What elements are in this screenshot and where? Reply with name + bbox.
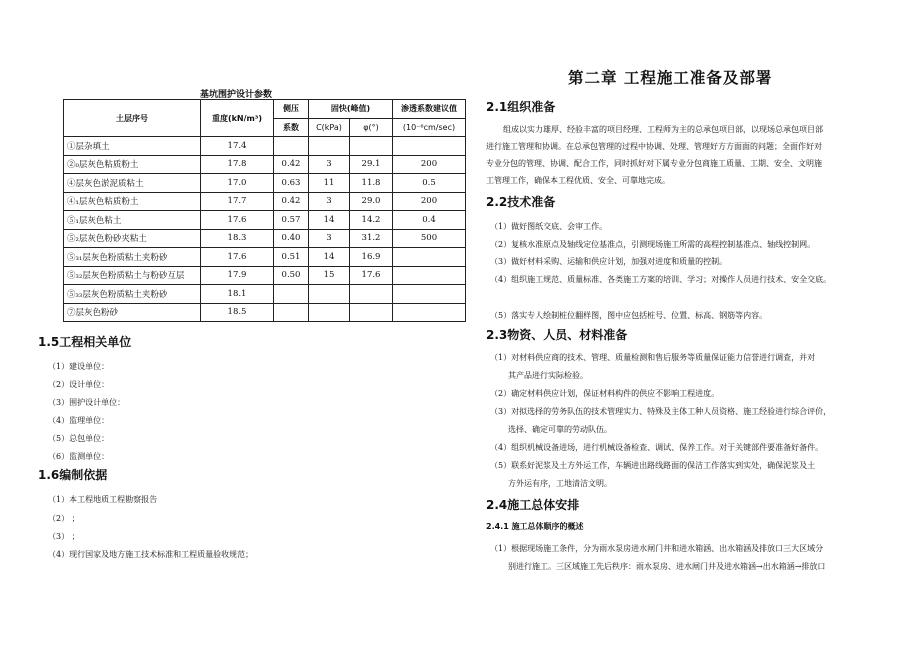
table-cell-w: 18.5 — [201, 303, 274, 322]
header-pressure-top: 侧压 — [274, 100, 309, 119]
table-cell-c: 15 — [309, 266, 350, 285]
section-1-6-title: 1.6编制依据 — [38, 468, 108, 482]
header-shear: 固快(峰值) — [309, 100, 393, 119]
table-cell-p: 29.1 — [350, 155, 393, 174]
table-row — [64, 211, 466, 230]
table-cell-p: 31.2 — [350, 229, 393, 248]
section-2-3-title: 2.3物资、人员、材料准备 — [486, 328, 628, 342]
table-cell-k: 0.63 — [274, 174, 309, 193]
table-cell-c: 11 — [309, 174, 350, 193]
table-cell-c — [309, 303, 350, 322]
table-cell-name: ④₁层灰色粘质粉土 — [64, 192, 201, 211]
table-cell-k — [274, 285, 309, 304]
table-header-row — [64, 100, 466, 119]
table-row — [64, 285, 466, 304]
table-cell-c: 3 — [309, 192, 350, 211]
table-cell-c: 14 — [309, 248, 350, 267]
header-weight: 重度(kN/m³) — [201, 100, 274, 137]
table-cell-s — [393, 248, 466, 267]
table-row — [64, 248, 466, 267]
soil-parameter-table — [63, 99, 466, 322]
table-cell-w: 17.8 — [201, 155, 274, 174]
list-item: （1）对材料供应商的技术、管理、质量检测和售后服务等质量保证能力信誉进行调查，并对 — [490, 353, 816, 362]
list-item: （1）做好图纸交底、会审工作。 — [490, 222, 608, 231]
table-cell-c: 3 — [309, 229, 350, 248]
table-cell-name: ④层灰色淤泥质粘土 — [64, 174, 201, 193]
table-cell-p — [350, 137, 393, 156]
list-item: （2） ； — [48, 514, 80, 523]
table-cell-c — [309, 285, 350, 304]
table-cell-s — [393, 137, 466, 156]
header-c: C(kPa) — [309, 118, 350, 137]
table-cell-w: 18.3 — [201, 229, 274, 248]
table-row — [64, 174, 466, 193]
list-item: （4）组织机械设备进场，进行机械设备检查、调试、保养工作。对于关键部件要准备好备件。 — [490, 443, 824, 452]
list-item: （1）本工程地质工程勘察报告 — [48, 495, 158, 504]
table-row — [64, 155, 466, 174]
list-item: 选择、确定可靠的劳动队伍。 — [508, 425, 612, 434]
table-cell-p: 11.8 — [350, 174, 393, 193]
list-item: （3）做好材料采购、运输和供应计划，加强对进度和质量的控制。 — [490, 257, 728, 266]
table-row — [64, 192, 466, 211]
list-item: （5）落实专人绘制桩位翻样图，图中应包括桩号、位置、标高、钢筋等内容。 — [490, 311, 768, 320]
list-item: 别进行施工。三区域施工先后秩序：雨水泵房、进水闸门井及进水箱涵→出水箱涵→排放口 — [508, 562, 826, 571]
list-item: （2）复核水准原点及轴线定位基准点，引测现场施工所需的高程控制基准点、轴线控制网。 — [490, 240, 816, 249]
header-perm: 渗透系数建议值 — [393, 100, 466, 119]
header-perm-unit: (10⁻⁶cm/sec) — [393, 118, 466, 137]
table-cell-k — [274, 137, 309, 156]
list-item: （4）现行国家及地方施工技术标准和工程质量验收规范； — [48, 550, 254, 559]
list-item: 工管理工作，确保本工程优质、安全、可靠地完成。 — [486, 176, 670, 185]
list-item: （3） ； — [48, 532, 80, 541]
table-cell-k: 0.57 — [274, 211, 309, 230]
list-item: （6）监测单位： — [48, 452, 110, 461]
table-cell-w: 17.6 — [201, 211, 274, 230]
list-item: 方外运有序，工地清洁文明。 — [508, 479, 612, 488]
table-cell-w: 17.7 — [201, 192, 274, 211]
table-cell-p: 14.2 — [350, 211, 393, 230]
table-cell-name: ②₀层灰色粘质粉土 — [64, 155, 201, 174]
table-row — [64, 137, 466, 156]
table-cell-s — [393, 266, 466, 285]
list-item: 进行施工管理和协调。在总承包管理的过程中协调、处理、管理好方方面面的问题；全面作好对 — [486, 142, 822, 151]
table-cell-p: 29.0 — [350, 192, 393, 211]
table-row — [64, 303, 466, 322]
chapter-title: 第二章 工程施工准备及部署 — [568, 69, 773, 87]
table-cell-w: 17.6 — [201, 248, 274, 267]
table-cell-p: 17.6 — [350, 266, 393, 285]
list-item: 专业分包的管理、协调、配合工作，同时抓好对下属专业分包商施工质量、工期、安全、文明施 — [486, 159, 822, 168]
header-phi: φ(°) — [350, 118, 393, 137]
table-cell-s: 200 — [393, 155, 466, 174]
table-cell-s: 0.5 — [393, 174, 466, 193]
table-cell-s: 0.4 — [393, 211, 466, 230]
table-cell-name: ①层杂填土 — [64, 137, 201, 156]
list-item: （3）对拟选择的劳务队伍的技术管理实力、特殊及主体工种人员资格、施工经验进行综合评价， — [490, 407, 832, 416]
table-cell-k: 0.51 — [274, 248, 309, 267]
header-layer: 土层序号 — [64, 100, 201, 137]
table-cell-s: 500 — [393, 229, 466, 248]
table-cell-p — [350, 285, 393, 304]
list-item: （3）围护设计单位： — [48, 398, 126, 407]
list-item: （1）根据现场施工条件，分为雨水泵房进水闸门井和进水箱涵、出水箱涵及排放口三大区域分 — [490, 544, 824, 553]
table-cell-c: 3 — [309, 155, 350, 174]
table-cell-w: 17.9 — [201, 266, 274, 285]
section-2-4-1-title: 2.4.1 施工总体顺序的概述 — [486, 522, 584, 531]
table-cell-w: 18.1 — [201, 285, 274, 304]
table-cell-p: 16.9 — [350, 248, 393, 267]
table-cell-name: ⑤₃₂层灰色粉质粘土与粉砂互层 — [64, 266, 201, 285]
list-item: （4）组织施工规范、质量标准、各类施工方案的培训、学习；对操作人员进行技术、安全交底。 — [490, 275, 832, 284]
list-item: （5）总包单位： — [48, 434, 110, 443]
section-1-5-title: 1.5工程相关单位 — [38, 335, 132, 349]
list-item: （2）确定材料供应计划，保证材料构件的供应不影响工程进度。 — [490, 389, 720, 398]
list-item: （2）设计单位： — [48, 380, 110, 389]
table-cell-s: 200 — [393, 192, 466, 211]
table-cell-name: ⑤₃₁层灰色粉质粘土夹粉砂 — [64, 248, 201, 267]
table-cell-w: 17.4 — [201, 137, 274, 156]
list-item: 其产品进行实际检验。 — [508, 371, 588, 380]
table-cell-k: 0.42 — [274, 155, 309, 174]
table-row — [64, 266, 466, 285]
table-cell-name: ⑦层灰色粉砂 — [64, 303, 201, 322]
table-title: 基坑围护设计参数 — [200, 90, 273, 100]
table-cell-k — [274, 303, 309, 322]
table-cell-s — [393, 303, 466, 322]
table-cell-k: 0.40 — [274, 229, 309, 248]
table-cell-name: ⑤₂层灰色粉砂夹粘土 — [64, 229, 201, 248]
table-cell-w: 17.0 — [201, 174, 274, 193]
table-cell-c: 14 — [309, 211, 350, 230]
list-item: 组成以实力雄厚、经验丰富的项目经理、工程师为主的总承包项目部，以现场总承包项目部 — [503, 125, 823, 134]
table-cell-name: ⑤₁层灰色粘土 — [64, 211, 201, 230]
table-cell-k: 0.50 — [274, 266, 309, 285]
header-pressure-bottom: 系数 — [274, 118, 309, 137]
section-2-1-title: 2.1组织准备 — [486, 100, 556, 114]
list-item: （5）联系好泥浆及土方外运工作，车辆进出路线路面的保洁工作落实到实处，确保泥浆及土 — [490, 461, 816, 470]
table-row — [64, 229, 466, 248]
section-2-2-title: 2.2技术准备 — [486, 195, 556, 209]
list-item: （4）监理单位： — [48, 416, 110, 425]
table-cell-p — [350, 303, 393, 322]
section-2-4-title: 2.4施工总体安排 — [486, 498, 580, 512]
table-cell-name: ⑤₃₃层灰色粉质粘土夹粉砂 — [64, 285, 201, 304]
table-cell-s — [393, 285, 466, 304]
table-cell-c — [309, 137, 350, 156]
table-cell-k: 0.42 — [274, 192, 309, 211]
list-item: （1）建设单位： — [48, 362, 110, 371]
